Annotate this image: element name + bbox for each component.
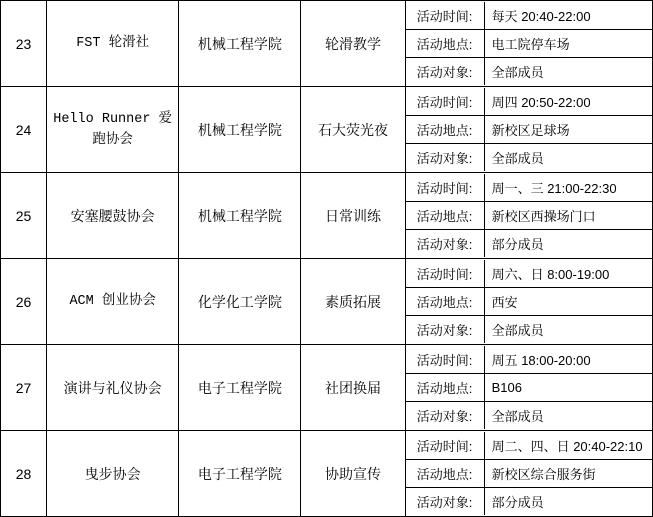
activity-name: 社团换届 — [325, 379, 381, 396]
club-name: 安塞腰鼓协会 — [70, 207, 155, 224]
table-row — [1, 87, 653, 173]
detail-row-target — [406, 230, 652, 258]
activity-cell — [301, 345, 405, 431]
detail-value-target: 部分成员 — [484, 488, 652, 516]
detail-table — [406, 88, 652, 172]
detail-row-target — [406, 488, 652, 516]
row-index: 24 — [15, 121, 32, 138]
detail-value-target: 全部成员 — [484, 402, 652, 430]
college-name: 机械工程学院 — [197, 121, 282, 138]
club-name-cell — [47, 431, 179, 517]
detail-row-target — [406, 144, 652, 172]
detail-table — [406, 432, 652, 516]
activity-name: 轮滑教学 — [325, 35, 381, 52]
row-index-cell — [1, 1, 47, 87]
detail-row-time — [406, 88, 652, 116]
table-row — [1, 345, 653, 431]
college-cell — [179, 87, 301, 173]
table-row — [1, 1, 653, 87]
detail-label-time: 活动时间: — [406, 174, 485, 202]
detail-value-time: 每天 20:40-22:00 — [484, 2, 652, 30]
detail-row-time — [406, 260, 652, 288]
detail-value-place: 西安 — [484, 287, 652, 315]
activity-name: 石大荧光夜 — [318, 121, 388, 138]
detail-label-target: 活动对象: — [406, 144, 485, 172]
detail-cell — [405, 87, 652, 173]
detail-value-time: 周一、三 21:00-22:30 — [484, 174, 652, 202]
row-index-cell — [1, 345, 47, 431]
detail-label-place: 活动地点: — [406, 115, 485, 143]
detail-row-place — [406, 29, 652, 57]
row-index: 27 — [15, 379, 32, 396]
detail-label-time: 活动时间: — [406, 432, 485, 460]
college-cell — [179, 345, 301, 431]
activity-cell — [301, 173, 405, 259]
detail-label-place: 活动地点: — [406, 201, 485, 229]
detail-row-place — [406, 201, 652, 229]
detail-cell — [405, 345, 652, 431]
activity-name: 素质拓展 — [325, 293, 381, 310]
detail-value-time: 周五 18:00-20:00 — [484, 346, 652, 374]
detail-row-time — [406, 432, 652, 460]
activity-cell — [301, 431, 405, 517]
detail-value-target: 全部成员 — [484, 58, 652, 86]
club-name: 演讲与礼仪协会 — [63, 379, 162, 396]
college-cell — [179, 1, 301, 87]
detail-cell — [405, 1, 652, 87]
row-index: 23 — [15, 35, 32, 52]
detail-row-place — [406, 287, 652, 315]
college-name: 电子工程学院 — [197, 379, 282, 396]
club-name: Hello Runner 爱跑协会 — [53, 111, 173, 148]
row-index-cell — [1, 259, 47, 345]
detail-label-time: 活动时间: — [406, 2, 485, 30]
detail-value-place: 新校区足球场 — [484, 115, 652, 143]
detail-value-place: 新校区西操场门口 — [484, 201, 652, 229]
detail-value-target: 全部成员 — [484, 316, 652, 344]
club-name-cell — [47, 173, 179, 259]
activity-name: 日常训练 — [325, 207, 381, 224]
row-index-cell — [1, 431, 47, 517]
detail-row-place — [406, 115, 652, 143]
detail-value-target: 全部成员 — [484, 144, 652, 172]
college-name: 机械工程学院 — [197, 207, 282, 224]
detail-value-target: 部分成员 — [484, 230, 652, 258]
detail-label-target: 活动对象: — [406, 58, 485, 86]
detail-label-time: 活动时间: — [406, 88, 485, 116]
college-name: 化学化工学院 — [197, 293, 282, 310]
college-cell — [179, 431, 301, 517]
detail-value-place: B106 — [484, 373, 652, 401]
activity-cell — [301, 259, 405, 345]
detail-value-time: 周二、四、日 20:40-22:10 — [484, 432, 652, 460]
detail-label-time: 活动时间: — [406, 346, 485, 374]
club-name: FST 轮滑社 — [76, 35, 150, 51]
table-body — [1, 1, 653, 517]
row-index: 26 — [15, 293, 32, 310]
detail-row-place — [406, 373, 652, 401]
detail-row-target — [406, 402, 652, 430]
table-row — [1, 173, 653, 259]
detail-table — [406, 346, 652, 430]
detail-value-time: 周六、日 8:00-19:00 — [484, 260, 652, 288]
college-name: 电子工程学院 — [197, 465, 282, 482]
detail-label-target: 活动对象: — [406, 488, 485, 516]
club-name-cell — [47, 259, 179, 345]
detail-label-target: 活动对象: — [406, 402, 485, 430]
detail-label-time: 活动时间: — [406, 260, 485, 288]
row-index: 25 — [15, 207, 32, 224]
detail-row-target — [406, 316, 652, 344]
club-name: ACM 创业协会 — [69, 293, 156, 309]
detail-row-place — [406, 459, 652, 487]
detail-row-time — [406, 346, 652, 374]
detail-label-place: 活动地点: — [406, 287, 485, 315]
detail-table — [406, 2, 652, 86]
detail-cell — [405, 431, 652, 517]
detail-label-place: 活动地点: — [406, 373, 485, 401]
college-name: 机械工程学院 — [197, 35, 282, 52]
detail-value-place: 电工院停车场 — [484, 29, 652, 57]
detail-row-target — [406, 58, 652, 86]
detail-table — [406, 260, 652, 344]
row-index: 28 — [15, 465, 32, 482]
detail-cell — [405, 259, 652, 345]
table-row — [1, 259, 653, 345]
club-name-cell — [47, 87, 179, 173]
row-index-cell — [1, 173, 47, 259]
detail-row-time — [406, 2, 652, 30]
club-name: 曳步协会 — [84, 465, 141, 482]
row-index-cell — [1, 87, 47, 173]
club-name-cell — [47, 345, 179, 431]
detail-cell — [405, 173, 652, 259]
activity-cell — [301, 87, 405, 173]
college-cell — [179, 173, 301, 259]
detail-value-place: 新校区综合服务街 — [484, 459, 652, 487]
activity-cell — [301, 1, 405, 87]
detail-row-time — [406, 174, 652, 202]
detail-value-time: 周四 20:50-22:00 — [484, 88, 652, 116]
detail-label-target: 活动对象: — [406, 230, 485, 258]
table-row — [1, 431, 653, 517]
club-name-cell — [47, 1, 179, 87]
detail-label-place: 活动地点: — [406, 459, 485, 487]
detail-table — [406, 174, 652, 258]
detail-label-place: 活动地点: — [406, 29, 485, 57]
detail-label-target: 活动对象: — [406, 316, 485, 344]
college-cell — [179, 259, 301, 345]
activity-name: 协助宣传 — [325, 465, 381, 482]
